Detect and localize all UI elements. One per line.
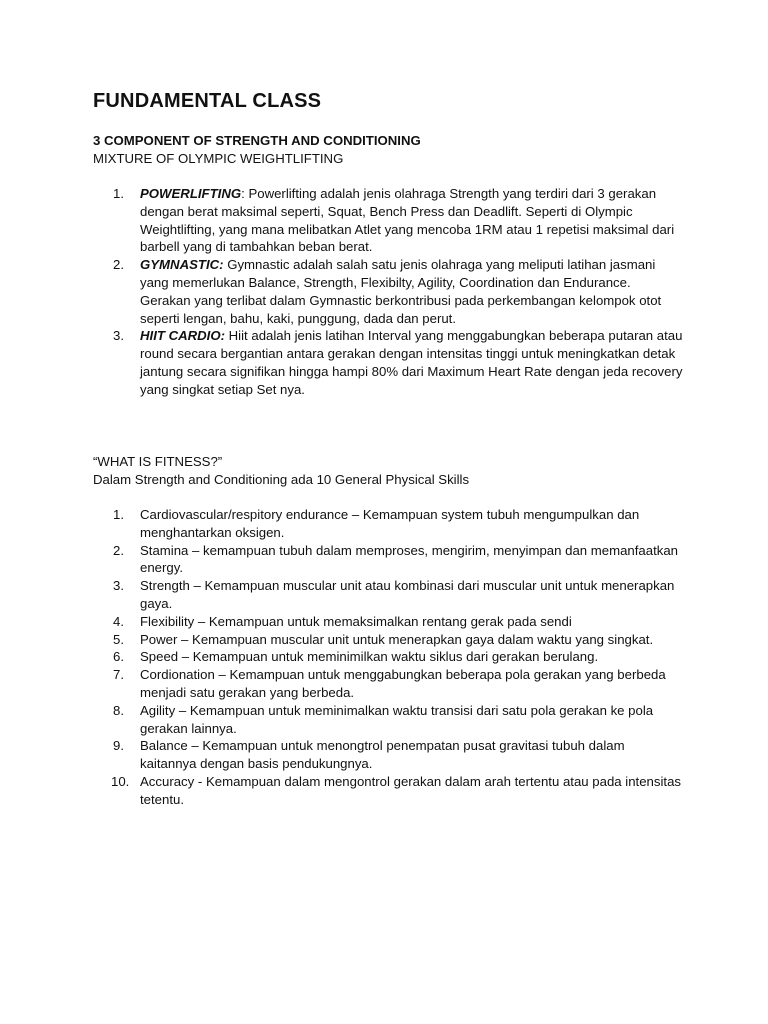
list-item xyxy=(93,648,683,666)
list-item-number: 3. xyxy=(113,328,124,344)
list-item xyxy=(93,542,683,578)
list-item xyxy=(93,506,683,542)
list-item-text: Agility – Kemampuan untuk meminimalkan waktu transisi dari satu pola gerakan ke pola gerakan lainnya. xyxy=(140,702,654,736)
list-item-number: 9. xyxy=(113,738,124,754)
section2-header xyxy=(93,453,469,489)
list-item-number: 3. xyxy=(113,578,124,594)
list-item-text: Strength – Kemampuan muscular unit atau kombinasi dari muscular unit untuk menerapkan gaya. xyxy=(140,578,675,611)
list-item-text: Flexibility – Kemampuan untuk memaksimalkan rentang gerak pada sendi xyxy=(140,613,572,629)
list-item-text: Cardiovascular/respitory endurance – Kemampuan system tubuh mengumpulkan dan menghantarkan oksigen. xyxy=(140,507,640,540)
page-title: FUNDAMENTAL CLASS xyxy=(93,90,322,112)
list-item xyxy=(93,737,683,773)
list-item-text: Cordionation – Kemampuan untuk menggabungkan beberapa pola gerakan yang berbeda menjadi satu gerakan yang berbeda. xyxy=(140,667,666,700)
list-item-number: 2. xyxy=(113,542,124,558)
list-item-number: 4. xyxy=(113,613,124,629)
list-item-number: 1. xyxy=(113,507,124,522)
list-item-number: 5. xyxy=(113,631,124,647)
list-item-term: GYMNASTIC: xyxy=(140,257,224,273)
components-list xyxy=(93,185,683,399)
list-item-text: Stamina – kemampuan tubuh dalam memproses, mengirim, menyimpan dan memanfaatkan energy. xyxy=(140,542,679,576)
list-item-term: HIIT CARDIO: xyxy=(140,328,225,344)
list-item xyxy=(93,613,683,631)
list-item-text: Hiit adalah jenis latihan Interval yang menggabungkan beberapa putaran atau round secara bergantian antara gerakan dengan intensitas tinggi untuk meningkatkan detak jantung secara signifikan hingga hampi 80% dari Maximum Heart Rate dengan jeda recovery yang singkat setiap Set nya. xyxy=(140,328,683,397)
physical-skills-list xyxy=(93,506,683,809)
list-item-number: 1. xyxy=(113,186,124,201)
list-item-number: 6. xyxy=(113,649,124,665)
list-item-text: Accuracy - Kemampuan dalam mengontrol gerakan dalam arah tertentu atau pada intensitas tetentu. xyxy=(140,773,681,807)
list-item xyxy=(93,702,683,738)
list-item-term: POWERLIFTING xyxy=(140,186,242,201)
list-item-text: Gymnastic adalah salah satu jenis olahraga yang meliputi latihan jasmani yang memerlukan Balance, Strength, Flexibilty, Agility, Coordination dan Endurance. Gerakan yang terlibat dalam Gymnastic berkontribusi pada perkembangan kelompok otot seperti lengan, bahu, kaki, punggung, dada dan perut. xyxy=(140,257,662,326)
list-item xyxy=(93,327,683,398)
list-item-number: 10. xyxy=(111,773,130,789)
section1-header xyxy=(93,132,421,168)
list-item-number: 7. xyxy=(113,667,124,683)
list-item xyxy=(93,631,683,649)
list-item-text: Powerlifting adalah jenis olahraga Strength yang terdiri dari 3 gerakan dengan berat maksimal seperti, Squat, Bench Press dan Deadlift. Seperti di Olympic Weightlifting, yang mana melibatkan Atlet yang mencoba 1RM atau 1 repetisi maksimal dari barbell yang di tambahkan beban berat. xyxy=(140,186,675,255)
list-item-text: Power – Kemampuan muscular unit untuk menerapkan gaya dalam waktu yang singkat. xyxy=(140,631,654,647)
list-item-number: 2. xyxy=(113,257,124,273)
section2-heading: “WHAT IS FITNESS?” xyxy=(93,454,223,469)
list-item xyxy=(93,773,683,809)
section2-intro: Dalam Strength and Conditioning ada 10 General Physical Skills xyxy=(93,471,470,487)
list-item-number: 8. xyxy=(113,702,124,718)
list-item xyxy=(93,185,683,256)
list-item-text: Speed – Kemampuan untuk meminimilkan waktu siklus dari gerakan berulang. xyxy=(140,649,599,665)
list-item-separator: : xyxy=(241,186,245,201)
list-item xyxy=(93,577,683,613)
section1-subheading: MIXTURE OF OLYMPIC WEIGHTLIFTING xyxy=(93,150,344,166)
section1-heading: 3 COMPONENT OF STRENGTH AND CONDITIONING xyxy=(93,133,421,148)
list-item xyxy=(93,256,683,327)
list-item xyxy=(93,666,683,702)
list-item-text: Balance – Kemampuan untuk menongtrol penempatan pusat gravitasi tubuh dalam kaitannya dengan basis pendukungnya. xyxy=(140,738,625,772)
